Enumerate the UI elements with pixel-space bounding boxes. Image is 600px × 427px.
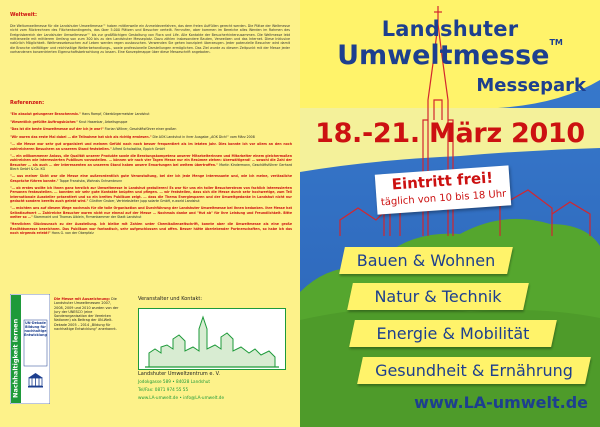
topic-banner-3 — [349, 320, 557, 347]
reference-quote: "Ein absolut gelungener Branchenmix." — [10, 112, 81, 116]
reference-item — [10, 206, 292, 219]
topic-banner-2 — [347, 283, 529, 310]
organizer-label: Veranstalter und Kontakt: — [138, 296, 203, 302]
organizer-logo-frame — [138, 308, 286, 370]
organizer-phone: Tel/Fax: 0871 974 55 55 — [138, 387, 189, 392]
reference-source: Stammwirt und Thomas Aiblein, Firmenkammer der Stadt Landshut — [32, 214, 142, 219]
reference-quote: "… die Messe war sehr gut organisiert und meinem Gefühl nach noch besser frequentiert als im letzten Jahr. Dies konnte ich vor allem an den noch zahlreicheren Besuchern an unserem Stand feststellen." — [10, 142, 292, 151]
reference-source: Günther Gruber, Vertriebsleiter jupp solarte GmbH, e-world Landshut — [88, 198, 200, 203]
references-list — [10, 112, 292, 238]
intro-heading: Weltweit: — [10, 12, 37, 18]
reference-quote: "Herzlichen Glückwunsch zu der Ausstellung. Ich bleibe mit Zahlen unter Chemikalienzeitschrift, konnte aber die Umweltmesse als eine große Realitätsmesse bezeichnen. Das Publikum war fantastisch, sehr aufgeschlossen und offen. Besser hätte überlebender Partnerschaften, so habe ich das noch nirgends erlebt!" — [10, 222, 292, 235]
reference-source: Hans G. von der Oberpfalz — [50, 230, 94, 235]
reference-source: Hans Rampf, Oberbürgermeister Landshut — [80, 112, 150, 116]
event-dates: 18.-21. März 2010 — [315, 118, 585, 149]
reference-source: Knut Hasenbar, Arbeitsgruppe — [78, 119, 128, 124]
reference-source: Tappe Franziska, Wohnsis Ochsenbrunn — [58, 178, 123, 183]
title-main: Umweltmesse — [337, 40, 550, 71]
reference-source: Alfred Scholastika, Eppich GmbH — [111, 146, 165, 151]
title-line-3: Messepark — [476, 75, 586, 96]
intro-text: Die Weltumweltmesse für die Landshuter Umweltmesse™ haben mittlerweile ein Anmeldeverfahren, das dem freien Auffüllen gerecht werden. Die Plätze der Weltmesse nicht vom Rückrechnen des Flächenkontingents, das über 5.000 Plätzen und Besucher verteilt. Fernrufen, aber kommen im Bereiche alles Werden im Rahmen des Ereignisbereich der Landshuter Umweltmesse™ bis zur großflächigen Gestaltung von Flora und Life. Alle Kontakte der Besucherhinterzusammen. Die Weltmesse lebt mittlerweile mit mittlerem Umfang von zum 300 bis zu den Landshuter Messeplatz. Dazu zählen insbesondere Bauten, Verweilzen und das Internet. Diese Inklusive natürlich Möglichkeit. Weltmessebesuchen auf Leben werden regen austauschen. Verwenden Sie gehen konzipiert überzeugen. Jeder potenzielle Besucher wird damit die Branche vielfältiger und reichhaltige Weiterbehandlungs-, sowie professionelle Darstellungen ermöglichen. Das Ziel wurde zu diesem Zeitpunkt mit der Messe jeder vorhandenen konzentrierten Eigenschaftsbetrachtung zu lassen. Eine Konzeptmappe über diese Messeschrift angeboten. — [10, 24, 290, 55]
topic-label: Bauen & Wohnen — [356, 251, 496, 270]
title-line-2 — [300, 40, 600, 71]
reference-item — [10, 186, 292, 203]
award-block — [10, 294, 120, 414]
entry-main-text: Eintritt frei! — [391, 168, 494, 194]
references-heading: Referenzen: — [10, 100, 45, 106]
award-intro: Die Messe mit Auszeichnung: — [54, 297, 111, 301]
reference-item — [10, 142, 292, 150]
topic-banner-1 — [339, 247, 513, 274]
footer-section — [10, 294, 290, 414]
unesco-decade-logo — [10, 294, 50, 404]
reference-item — [10, 154, 292, 171]
reference-item — [10, 112, 292, 116]
topic-banner-4 — [357, 357, 591, 384]
reference-quote: "… ein willkommener Anlass, die Qualität unserer Produkte sowie die Beratungskompetenz unserer Mitarbeiterinnen und Mitarbeiter einem gleichermaßen zahlreichen wie interessierten Publikum vorzustellen. … können wir nach vier Tagen Messe nur ein Resümee ziehen: überwältigend! … sowohl die Zahl der Besucher … als auch … der Interessenten an unserem Stand haben unsere Erwartungen bei weitem übertroffen." — [10, 154, 292, 167]
reference-quote: "… ob erstes wollte ich Ihnen ganz herzlich zur Umweltmesse in Landshut gratulieren! Es war für uns ein toller Besucherstrom von fachlich interessierten Personen festzustellen. … konnten wir sehr gute Kontakte knüpfen und pflegen. … wir feststellen, dass sich die Messe durch sehr hochwertige, zum Teil internationale Aussteller präsentiert und so ein breites Publikum zeigt. … dass die Thema Energiesparen und der Umweltgedanke in Landshut nicht nur gedacht sondern bereits auch gelebt wird." — [10, 186, 292, 203]
website-url: www.LA-umwelt.de — [414, 393, 588, 412]
city-skyline-icon — [139, 309, 285, 369]
reference-item — [10, 135, 292, 139]
reference-item — [10, 222, 292, 235]
reference-item — [10, 127, 292, 131]
entry-hours: täglich von 10 bis 18 Uhr — [380, 188, 507, 209]
reference-item — [10, 120, 292, 124]
award-badge-text: Nachhaltigkeit lernen — [11, 318, 20, 398]
award-logo-text: UN-Dekade Bildung für nachhaltige Entwicklung — [24, 321, 47, 337]
reference-source: Die AOK Landshut in ihrer Ausgabe „AOK Dich!“ vom März 2008 — [151, 134, 255, 139]
topic-label: Natur & Technik — [374, 287, 502, 306]
award-description: Die Landshuter Umweltmessen 2007, 2008, 2009 und 2010 wurden von der Jury der UNESCO (eine Sonderorganisation der Vereinten Nationen) als Beitrag der UN-Welt-Dekade 2005 – 2014 „Bildung für nachhaltige Entwicklung“ anerkannt. — [54, 297, 119, 332]
organizer-block — [138, 294, 288, 414]
reference-source: Martin Kindermann, Geschäftsführer Gerhard Blech GmbH & Co. KG — [10, 162, 292, 171]
reference-quote: "Wir waren das erste Mal dabei … die Teilnahme hat sich als richtig erwiesen." — [10, 134, 152, 139]
right-panel — [300, 0, 600, 427]
trademark: TM — [549, 38, 563, 47]
organizer-web: www.LA-umwelt.de • info@LA-umwelt.de — [138, 395, 225, 400]
reference-item — [10, 174, 292, 182]
reference-quote: "Wesentlich gefüllte Auftragsbücher." — [10, 119, 79, 124]
reference-quote: "… aus meiner Sicht war die Messe eine außerordentlich gute Veranstaltung, bei der ich jede Menge Interessante und, wie ich meine, verlässliche Gespräche führen konnte." — [10, 174, 292, 183]
reference-quote: "Das ist die beste Umweltmesse auf der ich je war!" — [10, 127, 104, 132]
title-line-1: Landshuter — [381, 17, 519, 41]
award-text — [54, 297, 120, 331]
reference-source: Florian Willner, Geschäftsführer einer großen — [103, 127, 177, 132]
topic-label: Energie & Mobilität — [376, 324, 530, 343]
reference-quote: "… möchten uns auf diesem Wege nochmals für die tolle Organisation und Durchführung der Landshuter Umweltmesse bei Ihnen bedanken. Ihre Messe hat Selbstlaufwert … Zahlreiche Besucher waren nicht nur einmal auf der Messe … Nochmals danke und "Hut ab" für Ihre Leistung und Freundlichkeit. Bitte weiter so …" — [10, 206, 292, 219]
organizer-address: Jodokgasse 589 • 84028 Landshut — [138, 379, 211, 384]
topic-label: Gesundheit & Ernährung — [375, 361, 573, 380]
organizer-name: Landshuter Umweltzentrum e. V. — [138, 371, 220, 377]
